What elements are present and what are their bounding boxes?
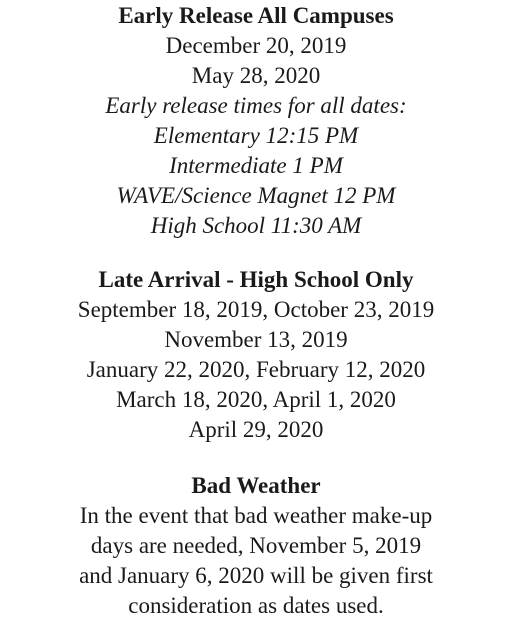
early-release-time: WAVE/Science Magnet 12 PM — [116, 183, 396, 208]
bad-weather-text: and January 6, 2020 will be given first — [79, 563, 433, 588]
bad-weather-text: In the event that bad weather make-up — [79, 503, 433, 528]
early-release-times-intro: Early release times for all dates: — [105, 93, 407, 118]
bad-weather-text: days are needed, November 5, 2019 — [90, 533, 422, 558]
bad-weather-text: consideration as dates used. — [128, 593, 384, 618]
early-release-heading: Early Release All Campuses — [118, 3, 394, 28]
late-arrival-heading: Late Arrival - High School Only — [98, 267, 414, 292]
early-release-time: Elementary 12:15 PM — [153, 123, 359, 148]
late-arrival-date: January 22, 2020, February 12, 2020 — [86, 357, 426, 382]
early-release-time: Intermediate 1 PM — [169, 153, 343, 178]
bad-weather-heading: Bad Weather — [191, 473, 321, 498]
late-arrival-date: April 29, 2020 — [188, 417, 324, 442]
late-arrival-date: November 13, 2019 — [164, 327, 348, 352]
late-arrival-date: March 18, 2020, April 1, 2020 — [116, 387, 396, 412]
early-release-date: December 20, 2019 — [165, 33, 347, 58]
early-release-time: High School 11:30 AM — [150, 213, 362, 238]
early-release-date: May 28, 2020 — [191, 63, 321, 88]
late-arrival-date: September 18, 2019, October 23, 2019 — [77, 297, 435, 322]
